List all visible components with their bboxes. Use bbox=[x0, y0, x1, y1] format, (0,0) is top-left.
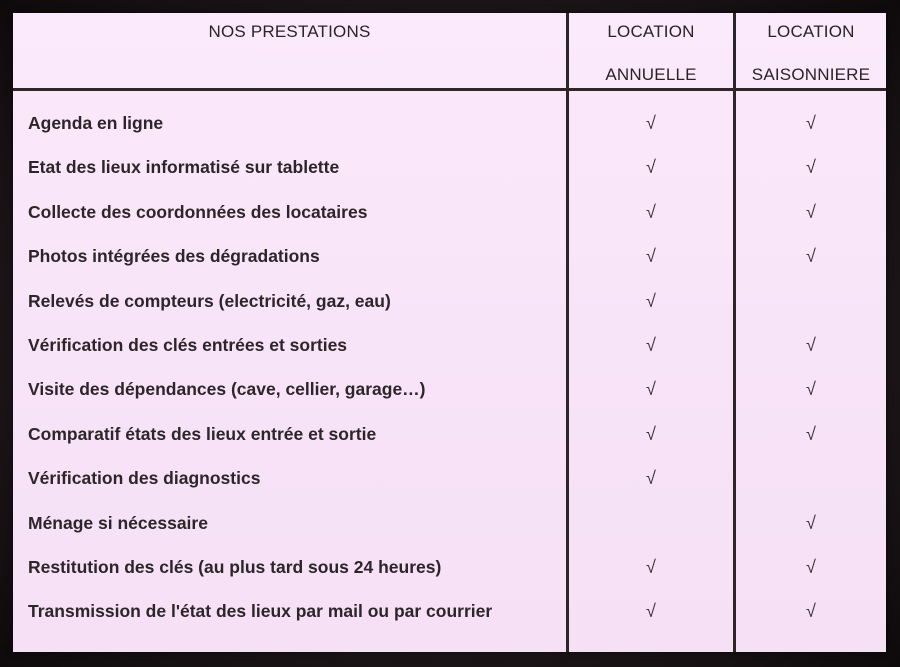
check-saisonniere-icon: √ bbox=[806, 379, 816, 400]
header-annuelle-line1: LOCATION bbox=[607, 22, 695, 41]
check-saisonniere-icon: √ bbox=[806, 201, 816, 222]
table-row bbox=[13, 234, 886, 278]
table-row bbox=[13, 145, 886, 189]
check-saisonniere-icon: √ bbox=[806, 157, 816, 178]
header-annuelle-line2: ANNUELLE bbox=[605, 65, 697, 84]
header-divider bbox=[13, 88, 886, 91]
service-label: Collecte des coordonnées des locataires bbox=[28, 201, 368, 222]
check-saisonniere-icon: √ bbox=[806, 113, 816, 133]
table-row bbox=[13, 279, 886, 323]
check-saisonniere-icon: √ bbox=[806, 246, 816, 267]
table-row bbox=[13, 367, 886, 411]
check-saisonniere-icon: √ bbox=[806, 512, 816, 533]
service-label: Restitution des clés (au plus tard sous 24 heures) bbox=[28, 557, 442, 577]
service-label: Etat des lieux informatisé sur tablette bbox=[28, 157, 340, 178]
table-row bbox=[13, 412, 886, 456]
table-row bbox=[13, 545, 886, 589]
table-row bbox=[13, 501, 886, 545]
service-label: Photos intégrées des dégradations bbox=[28, 246, 320, 267]
service-label: Ménage si nécessaire bbox=[28, 512, 208, 533]
check-annuelle-icon: √ bbox=[646, 113, 656, 133]
check-annuelle-icon: √ bbox=[646, 335, 656, 355]
service-label: Comparatif états des lieux entrée et sortie bbox=[28, 423, 377, 444]
service-label: Vérification des clés entrées et sorties bbox=[28, 335, 348, 355]
table-row bbox=[13, 456, 886, 500]
check-annuelle-icon: √ bbox=[646, 157, 656, 178]
header-saisonniere-line1: LOCATION bbox=[767, 22, 855, 41]
service-label: Relevés de compteurs (electricité, gaz, eau) bbox=[28, 290, 391, 311]
check-annuelle-icon: √ bbox=[646, 601, 656, 622]
table-row bbox=[13, 101, 886, 145]
check-saisonniere-icon: √ bbox=[806, 335, 816, 355]
service-label: Vérification des diagnostics bbox=[28, 468, 261, 489]
header-prestations: NOS PRESTATIONS bbox=[208, 22, 371, 41]
table-row bbox=[13, 323, 886, 367]
check-annuelle-icon: √ bbox=[646, 201, 656, 222]
check-annuelle-icon: √ bbox=[646, 379, 656, 400]
table-row bbox=[13, 190, 886, 234]
service-label: Transmission de l'état des lieux par mail ou par courrier bbox=[28, 601, 493, 622]
check-annuelle-icon: √ bbox=[646, 557, 656, 577]
check-annuelle-icon: √ bbox=[646, 246, 656, 267]
check-saisonniere-icon: √ bbox=[806, 557, 816, 577]
service-label: Agenda en ligne bbox=[28, 113, 164, 133]
service-label: Visite des dépendances (cave, cellier, garage…) bbox=[28, 379, 426, 400]
table-row bbox=[13, 589, 886, 633]
header-saisonniere-line2: SAISONNIERE bbox=[751, 65, 871, 84]
services-table bbox=[13, 13, 886, 652]
check-annuelle-icon: √ bbox=[646, 423, 656, 444]
check-annuelle-icon: √ bbox=[646, 290, 656, 311]
check-annuelle-icon: √ bbox=[646, 468, 656, 489]
check-saisonniere-icon: √ bbox=[806, 423, 816, 444]
check-saisonniere-icon: √ bbox=[806, 601, 816, 622]
